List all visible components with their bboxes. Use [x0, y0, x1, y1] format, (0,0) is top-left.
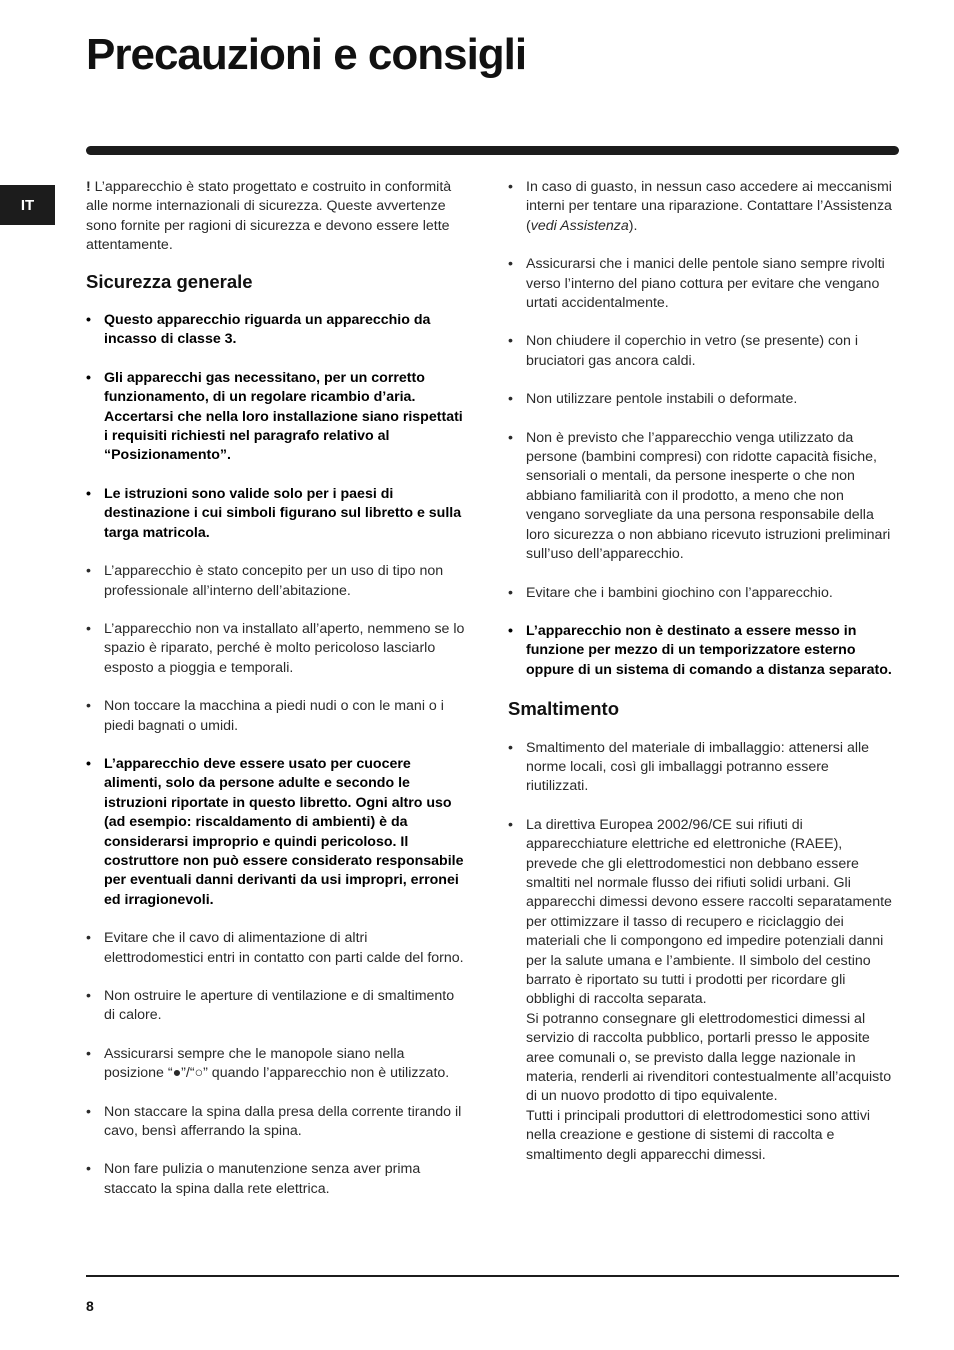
safety-list-continued — [508, 178, 893, 680]
list-item — [508, 816, 893, 1165]
intro-text: L’apparecchio è stato progettato e costruito in conformità alle norme internazionali di sicurezza. Queste avvertenze sono fornite per ragioni di sicurezza e devono essere lette attentamente. — [86, 179, 452, 254]
page-number: 8 — [86, 1298, 94, 1314]
list-item-text-end: ). — [628, 217, 638, 234]
list-item: • Assicurarsi sempre che le manopole siano nella posizione “●”/“○” quando l’apparecchio non è utilizzato. — [86, 1045, 466, 1084]
list-item-text: In caso di guasto, in nessun caso accedere ai meccanismi interni per tentare una riparazione. Contattare l’Assistenza ( — [526, 179, 892, 234]
list-item: • Non staccare la spina dalla presa della corrente tirando il cavo, bensì afferrando la spina. — [86, 1103, 466, 1142]
disposal-list — [508, 739, 893, 1166]
list-item: • L’apparecchio non è destinato a essere messo in funzione per mezzo di un temporizzatore esterno oppure di un sistema di comando a distanza separato. — [508, 622, 893, 680]
list-item: • Gli apparecchi gas necessitano, per un corretto funzionamento, di un regolare ricambio d’aria. Accertarsi che nella loro installazione siano rispettati i requisiti richiesti nel paragrafo relativo al “Posizionamento”. — [86, 369, 466, 466]
footer-divider — [86, 1275, 899, 1277]
safety-list — [86, 311, 466, 1199]
list-item — [508, 178, 893, 236]
warning-mark: ! — [86, 179, 91, 195]
page-title: Precauzioni e consigli — [86, 30, 527, 79]
list-item-paragraph: Si potranno consegnare gli elettrodomestici dimessi al servizio di raccolta pubblico, portarli presso le apposite aree comunali o, se previsto dalla legge nazionale in materia, renderli ai rivenditori contestualmente all’acquisto di un nuovo prodotto di tipo equivalente. — [526, 1010, 892, 1105]
list-item: • Non toccare la macchina a piedi nudi o con le mani o i piedi bagnati o umidi. — [86, 697, 466, 736]
list-item: • L’apparecchio è stato concepito per un uso di tipo non professionale all’interno dell’abitazione. — [86, 562, 466, 601]
list-item-paragraph: La direttiva Europea 2002/96/CE sui rifiuti di apparecchiature elettriche ed elettroniche (RAEE), prevede che gli elettrodomestici non debbano essere smaltiti nel normale flusso dei rifiuti solidi urbani. Gli apparecchi dimessi devono essere raccolti separatamente per ottimizzare il tasso di recupero e riciclaggio dei materiali che li compongono ed impedire potenziali danni per la salute umana e l’ambiente. Il simbolo del cestino barrato è riportato su tutti i prodotti per ricordare gli obblighi di raccolta separata. — [526, 816, 892, 1008]
list-item-paragraph: Tutti i principali produttori di elettrodomestici sono attivi nella creazione e gestione di sistemi di raccolta e smaltimento degli apparecchi dimessi. — [526, 1107, 871, 1163]
list-item: • Assicurarsi che i manici delle pentole siano sempre rivolti verso l’interno del piano cottura per evitare che vengano urtati accidentalmente. — [508, 255, 893, 313]
list-item: • Evitare che i bambini giochino con l’apparecchio. — [508, 584, 893, 603]
list-item: • Smaltimento del materiale di imballaggio: attenersi alle norme locali, così gli imballaggi potranno essere riutilizzati. — [508, 739, 893, 797]
section-heading-smaltimento: Smaltimento — [508, 698, 620, 720]
assistance-reference: vedi Assistenza — [530, 217, 629, 234]
list-item: • L’apparecchio deve essere usato per cuocere alimenti, solo da persone adulte e secondo le istruzioni riportate in questo libretto. Ogni altro uso (ad esempio: riscaldamento di ambienti) è da considerarsi improprio e quindi pericoloso. Il costruttore non può essere considerato responsabile per eventuali danni derivanti da usi impropri, erronei ed irragionevoli. — [86, 755, 466, 910]
list-item: • Non ostruire le aperture di ventilazione e di smaltimento di calore. — [86, 987, 466, 1026]
header-divider — [86, 146, 899, 155]
left-column — [86, 178, 466, 1218]
list-item: • Evitare che il cavo di alimentazione di altri elettrodomestici entri in contatto con parti calde del forno. — [86, 929, 466, 968]
list-item: • Le istruzioni sono valide solo per i paesi di destinazione i cui simboli figurano sul libretto e sulla targa matricola. — [86, 485, 466, 543]
list-item: • Non fare pulizia o manutenzione senza aver prima staccato la spina dalla rete elettrica. — [86, 1160, 466, 1199]
language-tab: IT — [0, 185, 55, 225]
intro-paragraph — [86, 178, 466, 256]
right-column — [508, 178, 893, 1184]
list-item: • L’apparecchio non va installato all’aperto, nemmeno se lo spazio è riparato, perché è molto pericoloso lasciarlo esposto a pioggia e temporali. — [86, 620, 466, 678]
list-item: • Non è previsto che l’apparecchio venga utilizzato da persone (bambini compresi) con ridotte capacità fisiche, sensoriali o mentali, da persone inesperte o che non abbiano familiarità con il prodotto, a meno che non vengano sorvegliate da una persona responsabile della loro sicurezza o non abbiano ricevuto istruzioni preliminari sull’uso dell’apparecchio. — [508, 429, 893, 565]
section-heading-sicurezza: Sicurezza generale — [86, 270, 253, 292]
list-item: • Non chiudere il coperchio in vetro (se presente) con i bruciatori gas ancora caldi. — [508, 332, 893, 371]
list-item: • Questo apparecchio riguarda un apparecchio da incasso di classe 3. — [86, 311, 466, 350]
list-item: • Non utilizzare pentole instabili o deformate. — [508, 390, 893, 409]
